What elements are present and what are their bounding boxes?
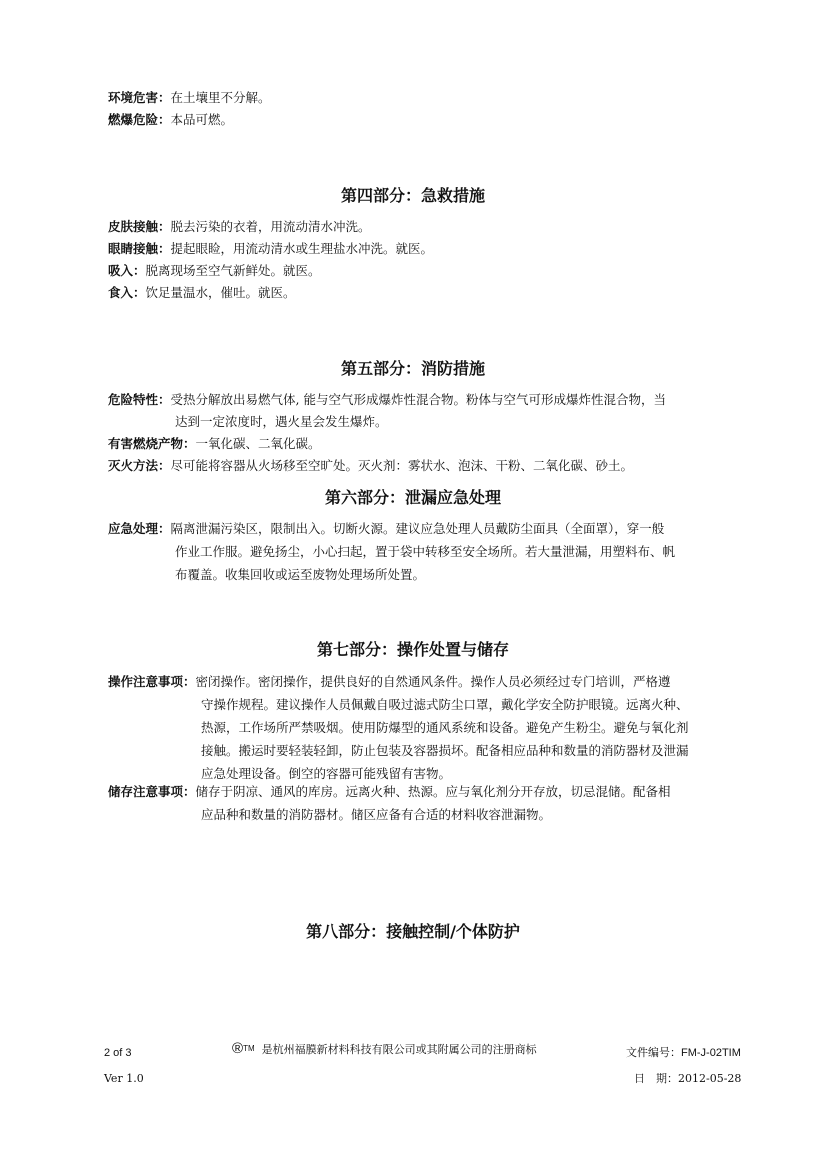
handling-text-2: 守操作规程。建议操作人员佩戴自吸过滤式防尘口罩，戴化学安全防护眼镜。远离火种、: [201, 697, 689, 712]
inhalation-label: 吸入：: [108, 263, 146, 278]
eye-contact-line: [108, 240, 433, 258]
inhalation-text: 脱离现场至空气新鲜处。就医。: [145, 263, 321, 278]
env-hazard-text: 在土壤里不分解。: [170, 90, 271, 105]
inhalation-line: [108, 262, 321, 280]
hazard-props-text-1: 受热分解放出易燃气体, 能与空气形成爆炸性混合物。粉体与空气可形成爆炸性混合物，当: [170, 392, 666, 407]
date-label: 日 期：: [634, 1072, 678, 1085]
storage-text-1: 储存于阴凉、通风的库房。远离火种、热源。应与氧化剂分开存放，切忌混储。配备相: [195, 784, 671, 799]
emergency-label: 应急处理：: [108, 521, 171, 536]
emergency-text-1: 隔离泄漏污染区，限制出入。切断火源。建议应急处理人员戴防尘面具（全面罩），穿一般: [170, 521, 665, 536]
hazard-props-text-2: 达到一定浓度时，遇火星会发生爆炸。: [175, 414, 388, 429]
eye-contact-label: 眼睛接触：: [108, 241, 171, 256]
section-5-title: 第五部分：消防措施: [340, 359, 485, 378]
ingestion-text: 饮足量温水，催吐。就医。: [145, 285, 296, 300]
eye-contact-text: 提起眼睑，用流动清水或生理盐水冲洗。就医。: [170, 241, 434, 256]
emergency-text-3: 布覆盖。收集回收或运至废物处理场所处置。: [175, 567, 426, 582]
skin-contact-text: 脱去污染的衣着，用流动清水冲洗。: [170, 219, 371, 234]
section-8-title: 第八部分：接触控制/个体防护: [306, 922, 520, 941]
doc-number: FM-J-02TIM: [681, 1047, 741, 1059]
section-4-title: 第四部分：急救措施: [340, 186, 485, 205]
section-7-title: 第七部分：操作处置与储存: [316, 640, 509, 659]
handling-line: [108, 673, 671, 691]
storage-text-2: 应品种和数量的消防器材。储区应备有合适的材料收容泄漏物。: [201, 807, 552, 822]
combustion-products-text: 一氧化碳、二氧化碳。: [195, 436, 321, 451]
handling-label: 操作注意事项：: [108, 674, 196, 689]
extinguish-method-label: 灭火方法：: [108, 458, 171, 473]
emergency-text-2: 作业工作服。避免扬尘，小心扫起，置于袋中转移至安全场所。若大量泄漏，用塑料布、帆: [175, 544, 676, 559]
doc-number-label: 文件编号：: [626, 1046, 681, 1059]
fire-hazard-text: 本品可燃。: [170, 112, 234, 127]
combustion-products-line: [108, 435, 321, 453]
page-number: 2 of 3: [104, 1047, 132, 1059]
extinguish-method-text: 尽可能将容器从火场移至空旷处。灭火剂：雾状水、泡沫、干粉、二氧化碳、砂土。: [170, 458, 634, 473]
extinguish-method-line: [108, 457, 633, 475]
hazard-props-label: 危险特性：: [108, 392, 171, 407]
combustion-products-label: 有害燃烧产物：: [108, 436, 196, 451]
env-hazard-line: [108, 89, 271, 107]
hazard-props-line: [108, 391, 666, 409]
fire-hazard-line: [108, 111, 233, 129]
handling-text-3: 热源，工作场所严禁吸烟。使用防爆型的通风系统和设备。避免产生粉尘。避免与氧化剂: [201, 720, 689, 735]
doc-number-line: [626, 1046, 741, 1060]
skin-contact-label: 皮肤接触：: [108, 219, 171, 234]
version: Ver 1.0: [104, 1072, 144, 1085]
handling-text-5: 应急处理设备。倒空的容器可能残留有害物。: [201, 766, 452, 781]
date-line: [634, 1072, 741, 1086]
trademark-text: 是杭州福膜新材料科技有限公司或其附属公司的注册商标: [261, 1043, 537, 1056]
trademark-mark: TM: [243, 1044, 255, 1053]
skin-contact-line: [108, 218, 371, 236]
storage-line: [108, 783, 671, 801]
handling-text-4: 接触。搬运时要轻装轻卸，防止包装及容器损坏。配备相应品种和数量的消防器材及泄漏: [201, 743, 689, 758]
ingestion-label: 食入：: [108, 285, 146, 300]
fire-hazard-label: 燃爆危险：: [108, 112, 171, 127]
storage-label: 储存注意事项：: [108, 784, 196, 799]
registered-mark: ®: [232, 1040, 244, 1057]
env-hazard-label: 环境危害：: [108, 90, 171, 105]
section-6-title: 第六部分：泄漏应急处理: [324, 488, 501, 507]
ingestion-line: [108, 284, 296, 302]
handling-text-1: 密闭操作。密闭操作，提供良好的自然通风条件。操作人员必须经过专门培训，严格遵: [195, 674, 671, 689]
emergency-line: [108, 520, 664, 538]
date-value: 2012-05-28: [678, 1072, 742, 1085]
trademark-line: [232, 1042, 537, 1057]
